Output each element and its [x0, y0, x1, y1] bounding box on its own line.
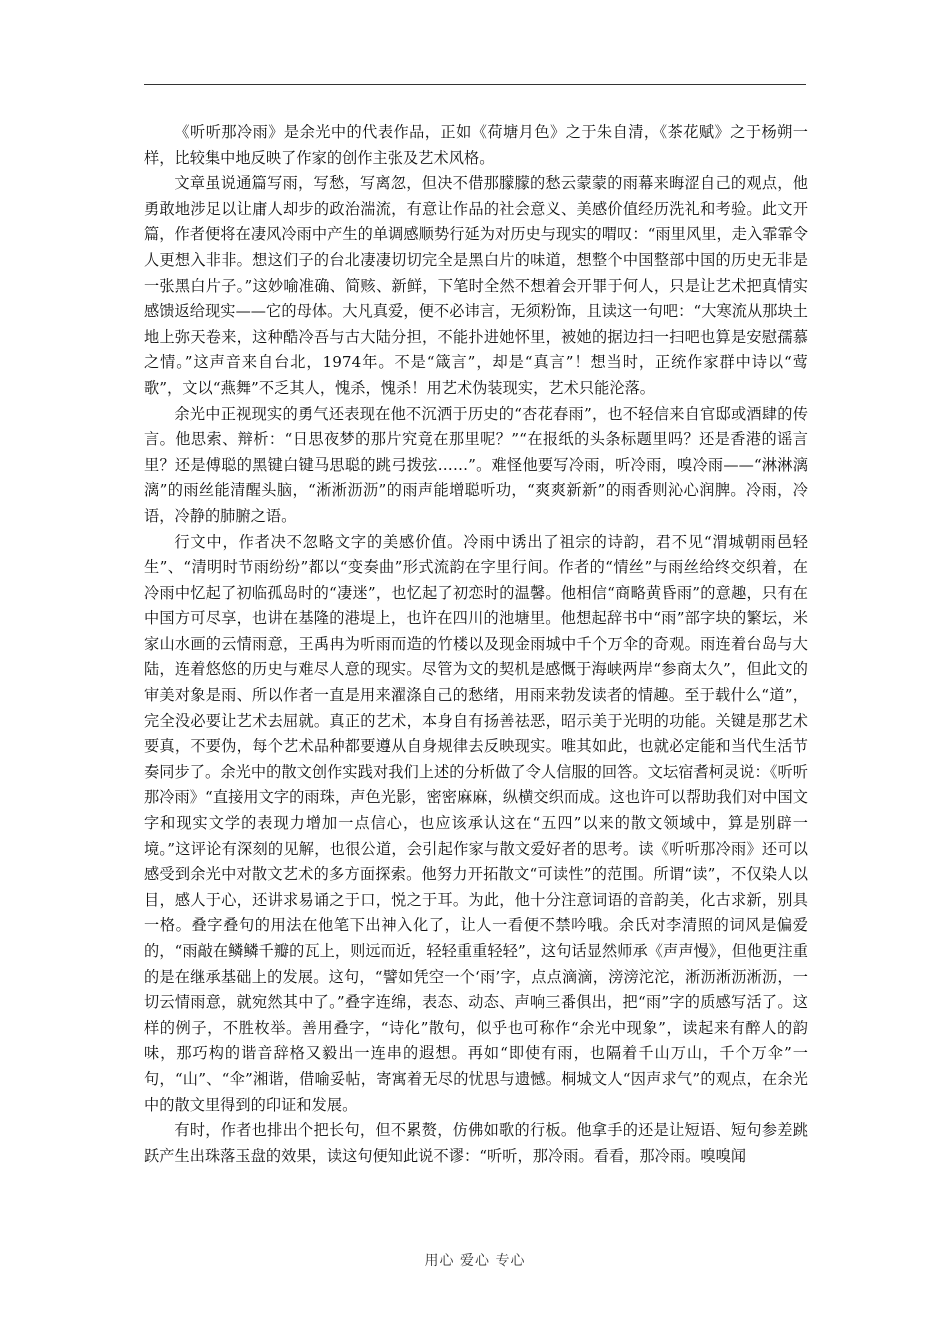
paragraph: 《听听那冷雨》是余光中的代表作品，正如《荷塘月色》之于朱自清，《茶花赋》之于杨朔一样，比较集中地反映了作家的创作主张及艺术风格。: [144, 123, 808, 167]
page-footer: 用心 爱心 专心: [424, 1253, 526, 1269]
paragraph: 文章虽说通篇写雨，写愁，写离忽，但决不借那朦朦的愁云蒙蒙的雨幕来晦涩自己的观点，他勇敢地涉足以让庸人却步的政治湍流，有意让作品的社会意义、美感价值经历洗礼和考验。此文开篇，作者便将在凄风冷雨中产生的单调感顺势行延为对历史与现实的喟叹：“雨里风里，走入霏霏令人更想入非非。想这们子的台北凄凄切切完全是黑白片的味道，想整个中国整部中国的历史无非是一张黑白片子。”这妙喻准确、简赅、新鲜，下笔时全然不想着会开罪于何人，只是让艺术把真情实感馈返给现实——它的母体。大凡真爱，便不必讳言，无须粉饰，且读这一句吧：“大寒流从那块土地上弥天卷来，这种酷冷吾与古大陆分担，不能扑进她怀里，被她的据边扫一扫吧也算是安慰孺慕之情。”这声音来自台北，1974年。不是“箴言”，却是“真言”！想当时，正统作家群中诗以“莺歌”，文以“燕舞”不乏其人，愧杀，愧杀！用艺术伪装现实，艺术只能沦落。: [144, 174, 808, 397]
paragraph: 有时，作者也排出个把长句，但不累赘，仿佛如歌的行板。他拿手的还是让短语、短句参差跳跃产生出珠落玉盘的效果，读这句便知此说不谬：“听听，那冷雨。看看，那冷雨。嗅嗅闻: [144, 1121, 808, 1165]
header-rule: [144, 84, 806, 85]
paragraph: 余光中正视现实的勇气还表现在他不沉洒于历史的“杏花春雨”，也不轻信来自官邸或酒肆的传言。他思索、辩析：“日思夜梦的那片究竟在那里呢？”“在报纸的头条标题里吗？还是香港的谣言里？还是傅聪的黑键白键马思聪的跳弓拨弦……”。难怪他要写冷雨，听冷雨，嗅冷雨——“淋淋漓漓”的雨丝能清醒头脑，“淅淅沥沥”的雨声能增聪听功，“爽爽新新”的雨香则沁心润脾。冷雨，冷语，冷静的肺腑之语。: [144, 404, 808, 525]
paragraph: 行文中，作者决不忽略文字的美感价值。冷雨中诱出了祖宗的诗韵，君不见“渭城朝雨邑轻生”、“清明时节雨纷纷”都以“变奏曲”形式流韵在字里行间。作者的“情丝”与雨丝给终交织着，在冷雨中忆起了初临孤岛时的“凄迷”，也忆起了初恋时的温馨。他相信“商略黄昏雨”的意趣，只有在中国方可尽享，也讲在基隆的港堤上，也许在四川的池塘里。他想起辞书中“雨”部字块的繁坛，米家山水画的云情雨意，王禹冉为听雨而造的竹楼以及现金雨城中千个万伞的奇观。雨连着台岛与大陆，连着悠悠的历史与难尽人意的现实。尽管为文的契机是感慨于海峡两岸“参商太久”，但此文的审美对象是雨、所以作者一直是用来濯涤自己的愁绪，用雨来勃发读者的情趣。至于载什么“道”，完全没必要让艺术去屈就。真正的艺术，本身自有扬善祛恶，昭示美于光明的功能。关键是那艺术要真，不要伪，每个艺术品种都要遵从自身规律去反映现实。唯其如此，也就必定能和当代生活节奏同步了。余光中的散文创作实践对我们上述的分析做了令人信服的回答。文坛宿耆柯灵说：《听听那冷雨》“直接用文字的雨珠，声色光影，密密麻麻，纵横交织而成。这也许可以帮助我们对中国文字和现实文学的表现力增加一点信心，也应该承认这在“五四”以来的散文领域中，算是别辟一境。”这评论有深刻的见解，也很公道，会引起作家与散文爱好者的思考。读《听听那冷雨》还可以感受到余光中对散文艺术的多方面探索。他努力开拓散文“可读性”的范围。所谓“读”，不仅染人以目，感人于心，还讲求易诵之于口，悦之于耳。为此，他十分注意词语的音韵美，化古求新，别具一格。叠字叠句的用法在他笔下出神入化了，让人一看便不禁吟哦。余氏对李清照的词风是偏爱的，“雨敲在鳞鳞千瓣的瓦上，则远而近，轻轻重重轻轻”，这句话显然师承《声声慢》，但他更注重的是在继承基础上的发展。这句，“譬如凭空一个‘雨’字，点点滴滴，滂滂沱沱，淅沥淅沥淅沥，一切云情雨意，就宛然其中了。”叠字连绵，表态、动态、声响三番俱出，把“雨”字的质感写活了。这样的例子，不胜枚举。善用叠字，“诗化”散句，似乎也可称作“余光中现象”，读起来有醉人的韵味，那巧构的谐音辞格又毅出一连串的遐想。再如“即使有雨，也隔着千山万山，千个万伞”一句，“山”、“伞”湘谐，借喻妥帖，寄寓着无尽的忧思与遗憾。桐城文人“因声求气”的观点，在余光中的散文里得到的印证和发展。: [144, 532, 808, 1114]
article-body: [144, 120, 808, 1169]
